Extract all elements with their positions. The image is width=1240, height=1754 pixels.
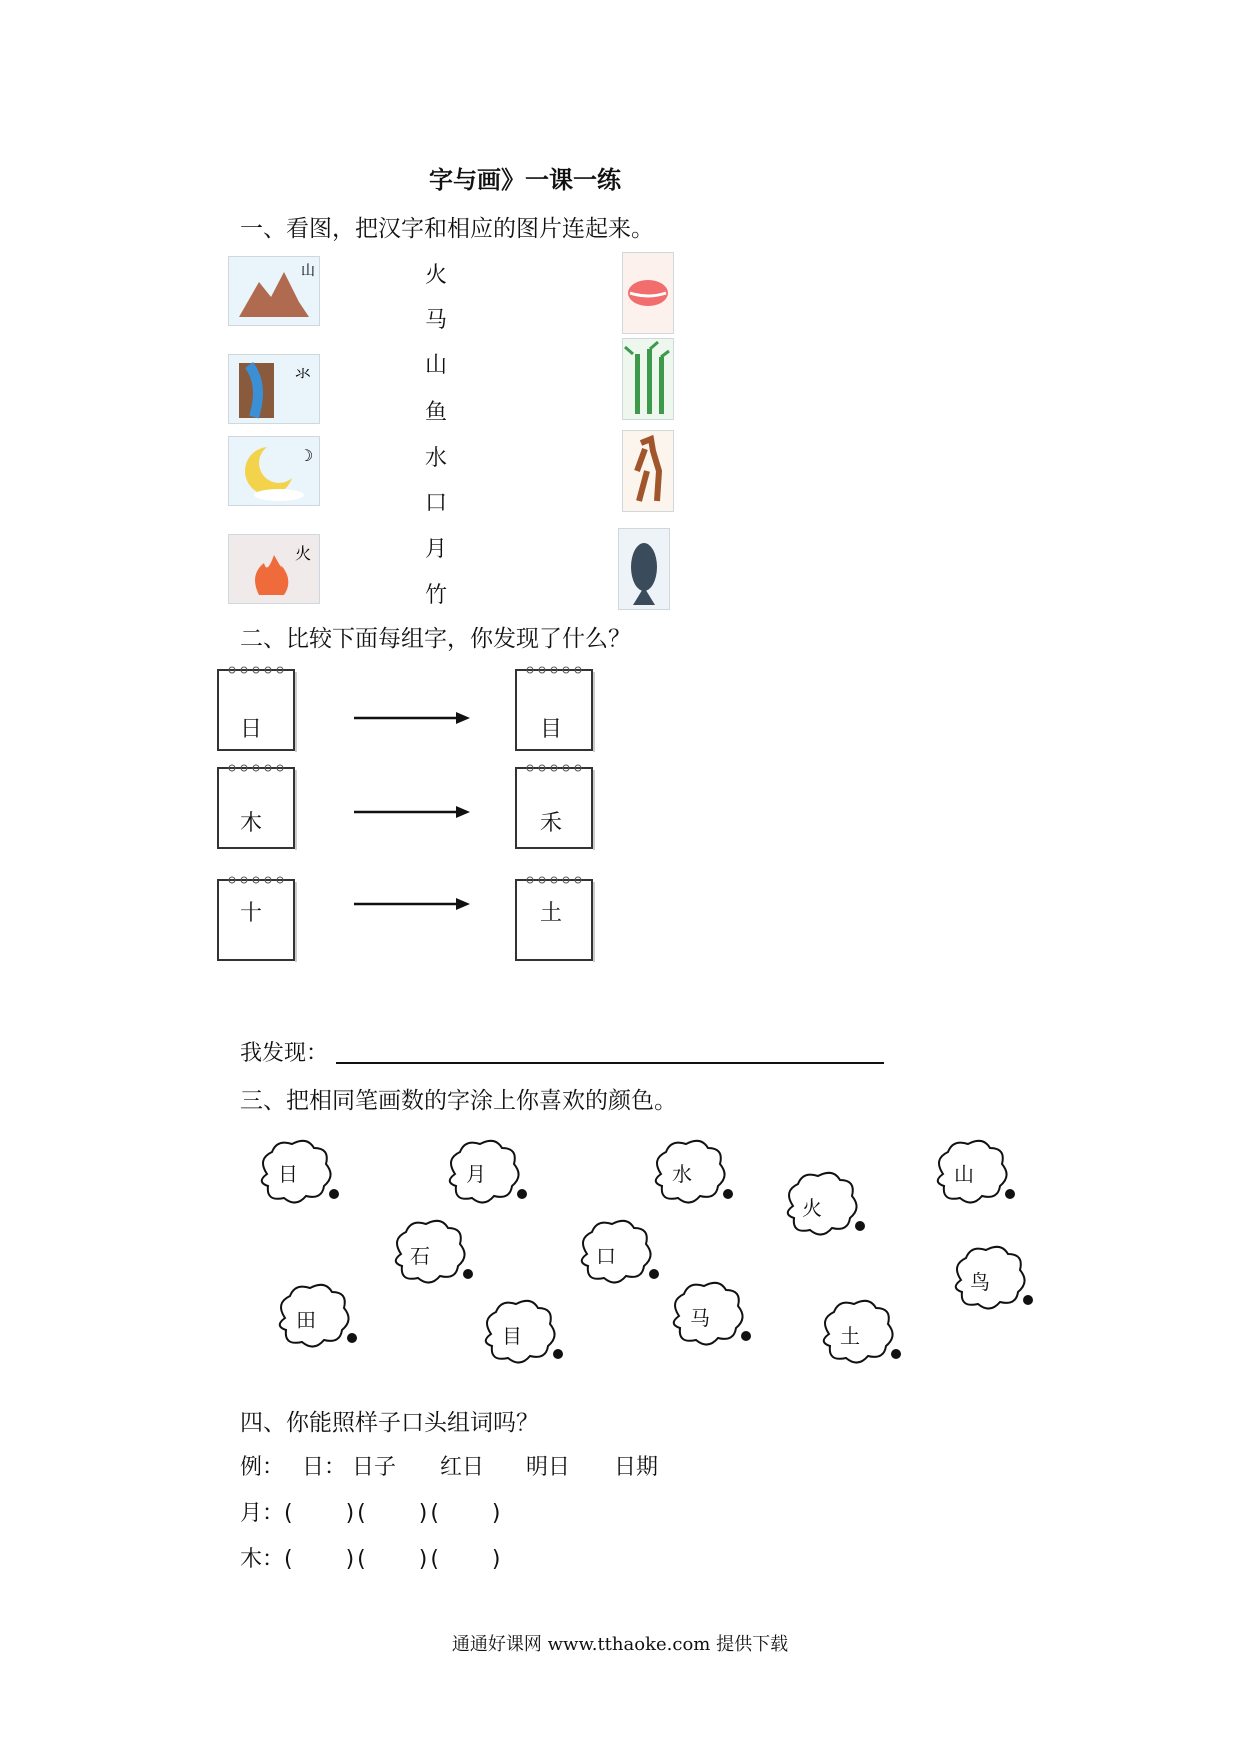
- mouth-picture-icon: [622, 252, 674, 334]
- section2-heading: 二、比较下面每组字，你发现了什么？: [240, 626, 631, 652]
- glyph-text: 山: [301, 263, 315, 279]
- cloud-char: 山: [954, 1162, 974, 1186]
- fire-picture-icon: [228, 534, 320, 604]
- example-word: 红日: [440, 1455, 485, 1480]
- cloud-char: 水: [672, 1162, 692, 1186]
- example-word: 日子: [352, 1455, 397, 1480]
- cloud-char: 目: [502, 1324, 522, 1348]
- row-label: 月：: [240, 1501, 285, 1526]
- section4-heading: 四、你能照样子口头组词吗？: [240, 1410, 539, 1436]
- pair-to-char: 目: [540, 717, 563, 742]
- footer-text: 通通好课网 www.tthaoke.com 提供下载: [451, 1634, 789, 1655]
- glyph-text: 火: [295, 544, 312, 563]
- char-item: 马: [424, 308, 447, 333]
- cloud-char: 石: [410, 1244, 430, 1268]
- char-item: 水: [424, 446, 447, 471]
- moon-picture-icon: [228, 436, 320, 506]
- bamboo-picture-icon: [622, 338, 674, 420]
- cloud-char: 日: [278, 1162, 298, 1186]
- char-item: 鱼: [424, 400, 447, 425]
- answer-label: 我发现：: [240, 1041, 329, 1066]
- example-word: 日期: [614, 1455, 659, 1480]
- char-item: 月: [424, 537, 447, 562]
- example-char: 日：: [302, 1455, 347, 1480]
- page-title: 字与画》一课一练: [429, 166, 621, 194]
- waterfall-picture-icon: [228, 354, 320, 424]
- char-item: 口: [424, 491, 447, 516]
- arrow-icon: [352, 710, 472, 726]
- section3-heading: 三、把相同笔画数的字涂上你喜欢的颜色。: [240, 1088, 677, 1114]
- cloud-char: 火: [802, 1196, 822, 1220]
- row-blanks[interactable]: ( )( )( ): [284, 1547, 504, 1572]
- cloud-char: 鸟: [970, 1270, 990, 1294]
- cloud-char: 马: [690, 1306, 710, 1330]
- arrow-icon: [352, 896, 472, 912]
- glyph-text: 氺: [295, 364, 312, 383]
- cloud-char: 田: [296, 1308, 316, 1332]
- row-label: 木：: [240, 1547, 285, 1572]
- char-item: 竹: [424, 583, 447, 608]
- pair-to-char: 禾: [540, 811, 563, 836]
- row-blanks[interactable]: ( )( )( ): [284, 1501, 504, 1526]
- pair-from-char: 日: [240, 717, 263, 742]
- mountain-picture-icon: [228, 256, 320, 326]
- example-word: 明日: [526, 1455, 571, 1480]
- cloud-char: 口: [596, 1244, 616, 1268]
- example-label: 例：: [240, 1455, 285, 1480]
- char-item: 山: [424, 353, 447, 378]
- section1-heading: 一、看图，把汉字和相应的图片连起来。: [240, 216, 654, 242]
- pair-to-char: 土: [540, 901, 563, 926]
- horse-picture-icon: [622, 430, 674, 512]
- answer-line[interactable]: [336, 1062, 884, 1064]
- cloud-char: 土: [840, 1324, 860, 1348]
- char-item: 火: [424, 263, 447, 288]
- glyph-text: ☽: [299, 446, 314, 465]
- fish-picture-icon: [618, 528, 670, 610]
- arrow-icon: [352, 804, 472, 820]
- pair-from-char: 木: [240, 811, 263, 836]
- pair-from-char: 十: [240, 901, 263, 926]
- cloud-char: 月: [466, 1162, 486, 1186]
